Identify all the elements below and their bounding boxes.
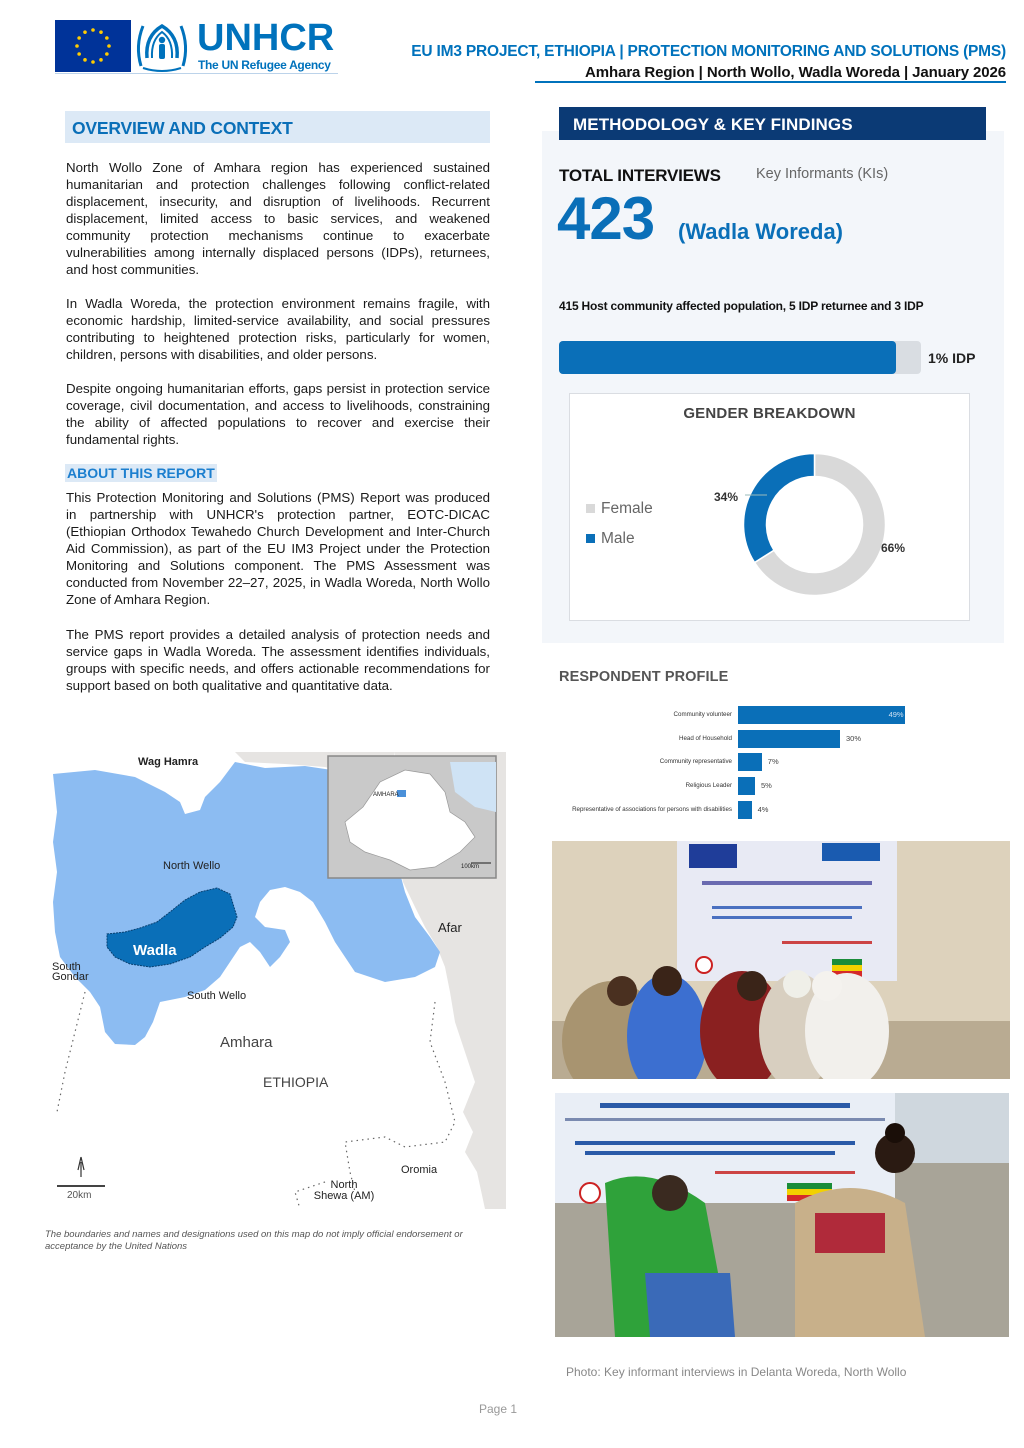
zone-boundary xyxy=(345,1002,455,1192)
bar xyxy=(738,730,840,748)
report-title: EU IM3 PROJECT, ETHIOPIA | PROTECTION MONITORING AND SOLUTIONS (PMS) xyxy=(411,43,1006,60)
map-label-afar: Afar xyxy=(438,920,462,935)
photo-individual-interview xyxy=(555,1093,1009,1337)
legend-label: Male xyxy=(601,530,635,547)
bar-row xyxy=(555,705,935,725)
overview-heading-text: OVERVIEW AND CONTEXT xyxy=(72,118,293,138)
bar-value-label: 5% xyxy=(761,781,772,791)
bar xyxy=(738,801,752,819)
bar-value-label: 30% xyxy=(846,733,862,743)
woreda-label: (Wadla Woreda) xyxy=(678,219,844,244)
key-findings-heading xyxy=(559,107,986,140)
gender-donut xyxy=(742,452,887,597)
eu-flag-logo xyxy=(55,20,131,72)
legend-male xyxy=(586,530,635,548)
page-number: Page 1 xyxy=(479,1402,518,1416)
map-label-oromia: Oromia xyxy=(401,1164,438,1176)
bar-value-label: 7% xyxy=(767,757,779,767)
map-graphic xyxy=(45,752,506,1209)
inset-scale-label: 100km xyxy=(461,864,480,870)
bar-category-label: Religious Leader xyxy=(685,782,732,790)
eu-star xyxy=(105,36,109,40)
logo-divider xyxy=(55,73,338,74)
overview-heading xyxy=(65,111,490,143)
data-label-female: 66% xyxy=(881,541,906,555)
map-label-wadla: Wadla xyxy=(133,942,177,959)
legend-female xyxy=(586,500,653,518)
bar-category-label: Community representative xyxy=(659,758,732,766)
key-informants-label: Key Informants (KIs) xyxy=(756,166,889,182)
gender-chart-title: GENDER BREAKDOWN xyxy=(683,405,856,422)
location-map xyxy=(45,752,506,1209)
eu-star xyxy=(91,60,95,64)
bar xyxy=(738,753,762,771)
map-label-north-shewa: North Shewa (AM) xyxy=(313,1179,375,1202)
eu-star xyxy=(105,52,109,56)
eu-star xyxy=(99,58,103,62)
bar-row xyxy=(555,776,935,796)
eu-star xyxy=(77,36,81,40)
bar-category-label: Representative of associations for persons with disabilities xyxy=(572,805,732,813)
gender-breakdown-chart xyxy=(569,393,970,621)
respondent-profile-chart xyxy=(555,705,935,835)
north-arrow-icon xyxy=(78,1157,84,1177)
legend-swatch-male xyxy=(586,534,595,543)
eu-star xyxy=(83,58,87,62)
total-interviews-value: 423 xyxy=(557,185,655,252)
overview-paragraph: Despite ongoing humanitarian efforts, gaps persist in protection service coverage, civil documentation, and access to livelihoods, constraining the ability of affected populations to recover and exercise their fundamental rights. xyxy=(66,381,490,447)
photo-group-interview xyxy=(552,841,1010,1079)
eu-star xyxy=(75,44,79,48)
bar-row xyxy=(555,729,935,749)
bar-category-label: Head of Household xyxy=(679,734,732,742)
about-heading: ABOUT THIS REPORT xyxy=(67,465,215,481)
idp-progress-fill xyxy=(559,341,896,374)
eu-star xyxy=(91,28,95,32)
scale-bar xyxy=(57,1157,105,1186)
leader-line xyxy=(745,492,775,498)
eu-stars-icon xyxy=(55,20,131,72)
inset-map xyxy=(328,756,496,878)
bar-category-label: Community volunteer xyxy=(673,711,732,718)
bar-row xyxy=(555,800,935,820)
about-paragraph: This Protection Monitoring and Solutions (PMS) Report was produced in partnership with UNHCR's protection partner, EOTC-DICAC (Ethiopian Orthodox Tewahedo Church Development and Inter-Church Aid Commission), as part of the EU IM3 Project under the Protection Monitoring and Solutions component. The PMS Assessment was conducted from November 22–27, 2025, in Wadla Woreda, North Wollo Zone of Amhara Region. xyxy=(66,490,490,607)
map-label-amhara: Amhara xyxy=(220,1034,273,1051)
map-label-wag-hamra: Wag Hamra xyxy=(138,756,199,768)
legend-swatch-female xyxy=(586,504,595,513)
donut-slice-male xyxy=(744,454,815,563)
key-findings-heading-text: METHODOLOGY & KEY FINDINGS xyxy=(573,115,853,134)
eu-star xyxy=(83,30,87,34)
subtitle-underline xyxy=(535,81,1006,83)
idp-progress-bar xyxy=(559,341,921,374)
bar xyxy=(738,706,905,724)
unhcr-wordmark: UNHCR xyxy=(197,17,335,59)
eu-star xyxy=(107,44,111,48)
map-label-north-wello: North Wello xyxy=(163,860,221,872)
eu-star xyxy=(77,52,81,56)
unhcr-tagline: The UN Refugee Agency xyxy=(198,58,331,72)
map-label-south-wello: South Wello xyxy=(187,990,247,1002)
bar-row xyxy=(555,752,935,772)
idp-progress-label: 1% IDP xyxy=(928,350,976,366)
bar xyxy=(738,777,755,795)
inset-label-amhara: AMHARA xyxy=(373,792,399,798)
bar-value-label: 49% xyxy=(888,710,904,719)
total-interviews-label: TOTAL INTERVIEWS xyxy=(559,166,721,185)
unhcr-emblem-icon xyxy=(133,18,191,74)
population-breakdown-note: 415 Host community affected population, 5 IDP returnee and 3 IDP xyxy=(559,299,924,313)
legend-label: Female xyxy=(601,500,653,517)
overview-paragraph: In Wadla Woreda, the protection environment remains fragile, with economic hardship, limited-service availability, and social pressures contributing to heightened protection risks, particularly for women, children, persons with disabilities, and older persons. xyxy=(66,296,490,362)
map-label-south-gondar: South Gondar xyxy=(52,961,89,983)
map-label-ethiopia: ETHIOPIA xyxy=(263,1074,329,1090)
respondent-profile-title: RESPONDENT PROFILE xyxy=(559,669,729,685)
report-subtitle: Amhara Region | North Wollo, Wadla Woreda | January 2026 xyxy=(585,64,1006,81)
zone-boundary xyxy=(57,992,85,1112)
eu-star xyxy=(99,30,103,34)
map-scale-label: 20km xyxy=(67,1190,92,1201)
bar-value-label: 4% xyxy=(757,804,769,814)
photo-caption: Photo: Key informant interviews in Delanta Woreda, North Wollo xyxy=(566,1365,907,1379)
data-label-male: 34% xyxy=(714,490,739,504)
about-paragraph: The PMS report provides a detailed analysis of protection needs and service gaps in Wadla Woreda. The assessment identifies individuals, groups with specific needs, and offers actionable recommendations for support based on both qualitative and quantitative data. xyxy=(66,627,490,693)
map-disclaimer: The boundaries and names and designations used on this map do not imply official endorsement or acceptance by the United Nations xyxy=(45,1229,463,1252)
overview-paragraph: North Wollo Zone of Amhara region has experienced sustained humanitarian and protection challenges following conflict-related displacement, insecurity, and disruption of livelihoods. Recurrent displacement, limited access to basic services, and weakened community protection mechanisms continue to exacerbate vulnerabilities among internally displaced persons (IDPs), returnees, and host communities. xyxy=(66,160,490,277)
